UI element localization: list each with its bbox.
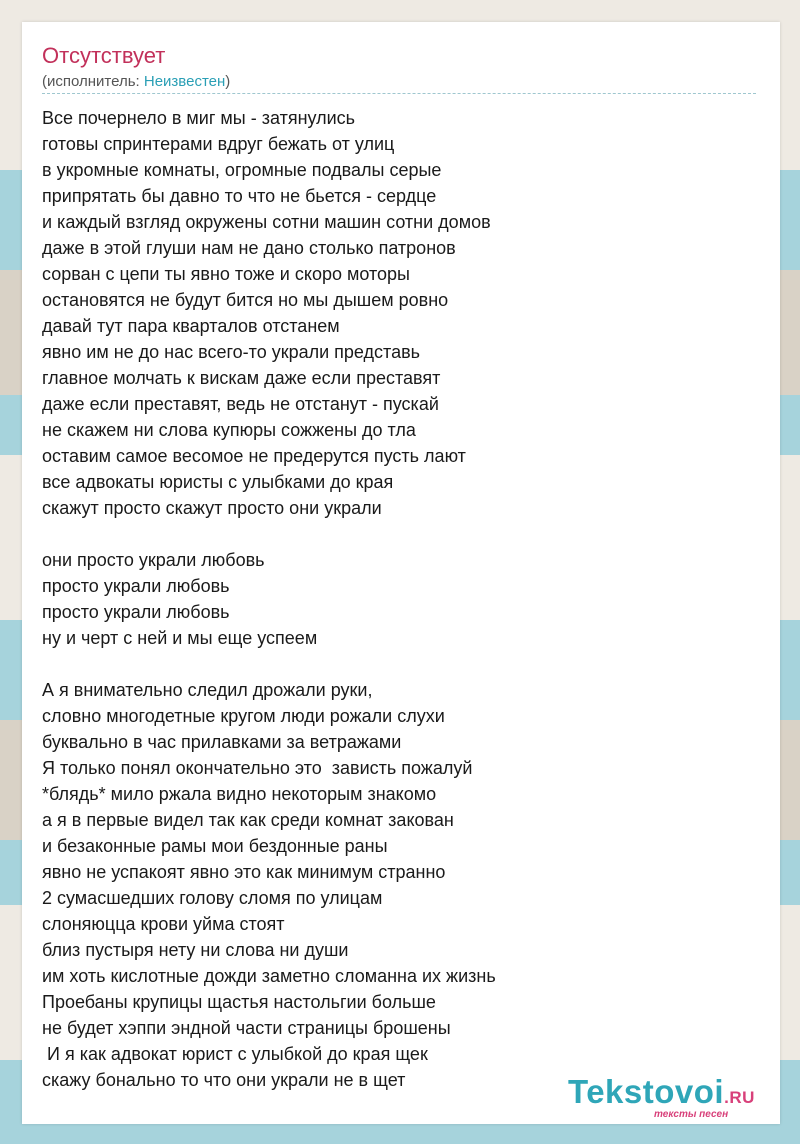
lyric-line: слоняюцца крови уйма стоят [42, 914, 285, 934]
lyric-line: все адвокаты юристы с улыбками до края [42, 472, 394, 492]
lyric-line: 2 сумасшедших голову сломя по улицам [42, 888, 383, 908]
lyric-line: сорван с цепи ты явно тоже и скоро моторы [42, 264, 410, 284]
lyric-line: скажут просто скажут просто они украли [42, 498, 382, 518]
lyric-line: И я как адвокат юрист с улыбкой до края щек [42, 1044, 428, 1064]
artist-link[interactable]: Неизвестен [143, 73, 226, 90]
lyric-line: буквально в час прилавками за ветражами [42, 732, 402, 752]
lyric-line: *блядь* мило ржала видно некоторым знакомо [42, 784, 437, 804]
lyric-line: Проебаны крупицы щастья настольгии больше [42, 992, 436, 1012]
lyric-line: не скажем ни слова купюры сожжены до тла [42, 420, 416, 440]
lyric-line: явно им не до нас всего-то украли представь [42, 342, 421, 362]
stanza-break [42, 651, 762, 677]
lyric-line: давай тут пара кварталов отстанем [42, 316, 340, 336]
lyric-line: Все почернело в миг мы - затянулись [42, 108, 356, 128]
lyrics-body [42, 105, 762, 1093]
song-title: Отсутствует [42, 43, 166, 68]
lyric-line: припрятать бы давно то что не бьется - сердце [42, 186, 437, 206]
lyric-line: и каждый взгляд окружены сотни машин сотни домов [42, 212, 491, 232]
lyric-line: и безаконные рамы мои бездонные раны [42, 836, 388, 856]
lyric-line: они просто украли любовь [42, 550, 265, 570]
artist-prefix: (исполнитель: [42, 73, 144, 90]
logo-name: Tekstovoi [568, 1073, 725, 1110]
lyric-line: остановятся не будут бится но мы дышем ровно [42, 290, 449, 310]
lyric-line: словно многодетные кругом люди рожали слухи [42, 706, 445, 726]
lyric-line: оставим самое весомое не предерутся пусть лают [42, 446, 466, 466]
lyric-line: главное молчать к вискам даже если преставят [42, 368, 441, 388]
lyric-line: не будет хэппи эндной части страницы брошены [42, 1018, 451, 1038]
lyric-line: им хоть кислотные дожди заметно сломанна их жизнь [42, 966, 496, 986]
lyric-line: просто украли любовь [42, 602, 230, 622]
lyric-line: А я внимательно следил дрожали руки, [42, 680, 373, 700]
stanza-break [42, 521, 762, 547]
lyric-line: просто украли любовь [42, 576, 230, 596]
lyric-line: явно не успакоят явно это как минимум странно [42, 862, 446, 882]
logo-tld: .RU [724, 1088, 755, 1107]
title-divider [42, 93, 756, 94]
artist-line [42, 73, 230, 90]
lyric-line: в укромные комнаты, огромные подвалы серые [42, 160, 442, 180]
artist-suffix: ) [225, 73, 231, 90]
lyric-line: близ пустыря нету ни слова ни души [42, 940, 349, 960]
logo-tagline: тексты песен [654, 1109, 729, 1120]
lyric-line: скажу бонально то что они украли не в щет [42, 1070, 406, 1090]
lyric-line: даже если преставят, ведь не отстанут - пускай [42, 394, 439, 414]
lyric-line: а я в первые видел так как среди комнат закован [42, 810, 454, 830]
lyric-line: ну и черт с ней и мы еще успеем [42, 628, 318, 648]
lyric-line: готовы спринтерами вдруг бежать от улиц [42, 134, 395, 154]
lyric-line: Я только понял окончательно это зависть пожалуй [42, 758, 473, 778]
logo-wordmark [568, 1073, 778, 1111]
site-logo[interactable] [568, 1073, 778, 1123]
lyrics-card [22, 22, 780, 1124]
lyric-line: даже в этой глуши нам не дано столько патронов [42, 238, 456, 258]
